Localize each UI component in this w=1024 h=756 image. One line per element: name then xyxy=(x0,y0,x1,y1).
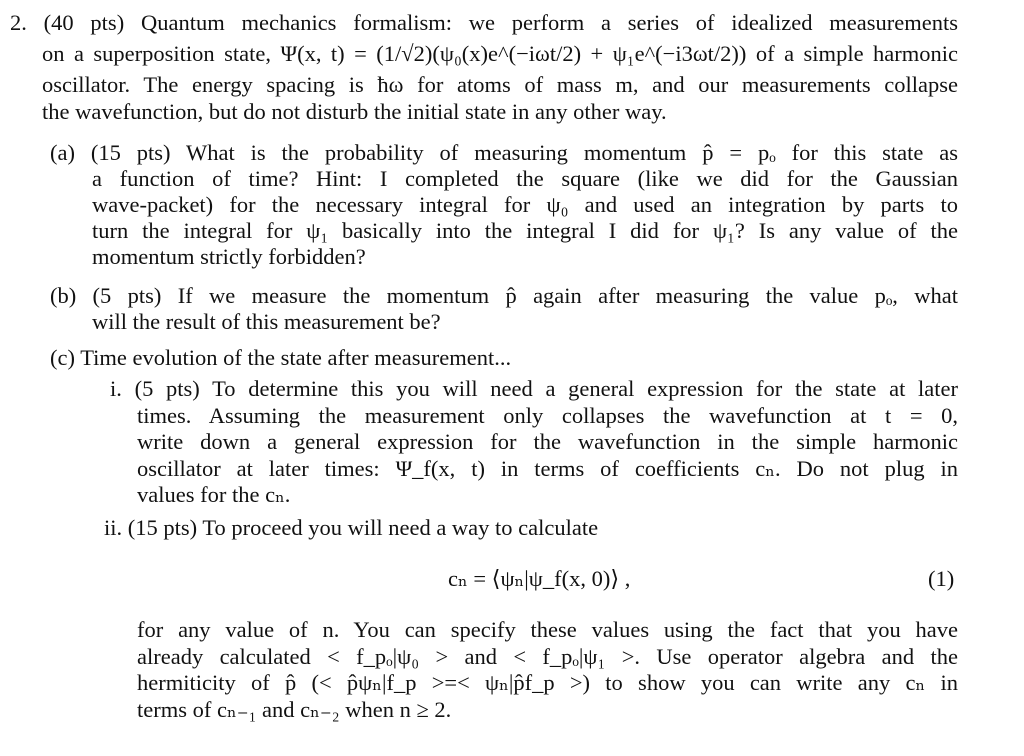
part-b-line-2: will the result of this measurement be? xyxy=(92,309,441,334)
sub-ii-line-1: ii. (15 pts) To proceed you will need a way to calculate xyxy=(104,515,599,540)
sub-ii-after-line-2: already calculated < f_pₒ|ψ₀ > and < f_pₒ|ψ₁ >. Use operator algebra and the xyxy=(137,644,958,669)
part-a-line-2: a function of time? Hint: I completed the square (like we did for the Gaussian xyxy=(92,166,958,191)
sub-i-line-5: values for the cₙ. xyxy=(137,482,291,507)
problem-line-1: 2. (40 pts) Quantum mechanics formalism: we perform a series of idealized measurements xyxy=(10,10,958,35)
problem-line-2: on a superposition state, Ψ(x, t) = (1/√2)(ψ₀(x)e^(−iωt/2) + ψ₁e^(−i3ωt/2)) of a simple harmonic xyxy=(42,41,958,66)
problem-line-4: the wavefunction, but do not disturb the initial state in any other way. xyxy=(42,99,667,124)
equation-1: cₙ = ⟨ψₙ|ψ_f(x, 0)⟩ , xyxy=(448,566,631,591)
sub-ii-after-line-3: hermiticity of p̂ (< p̂ψₙ|f_p >=< ψₙ|p̂f_p >) to show you can write any cₙ in xyxy=(137,670,958,695)
part-a-line-3: wave-packet) for the necessary integral for ψ₀ and used an integration by parts to xyxy=(92,192,958,217)
sub-ii-after-line-1: for any value of n. You can specify these values using the fact that you have xyxy=(137,617,958,642)
sub-ii-after-line-4: terms of cₙ₋₁ and cₙ₋₂ when n ≥ 2. xyxy=(137,697,452,722)
part-b-line-1: (b) (5 pts) If we measure the momentum p̂ again after measuring the value pₒ, what xyxy=(50,283,958,308)
sub-i-line-2: times. Assuming the measurement only collapses the wavefunction at t = 0, xyxy=(137,403,958,428)
equation-number: (1) xyxy=(928,566,955,591)
sub-i-line-3: write down a general expression for the wavefunction in the simple harmonic xyxy=(137,429,958,454)
sub-i-line-1: i. (5 pts) To determine this you will need a general expression for the state at later xyxy=(110,376,958,401)
part-a-line-1: (a) (15 pts) What is the probability of measuring momentum p̂ = pₒ for this state as xyxy=(50,140,958,165)
part-c-line-1: (c) Time evolution of the state after measurement... xyxy=(50,345,512,370)
problem-line-3: oscillator. The energy spacing is ħω for atoms of mass m, and our measurements collapse xyxy=(42,72,958,97)
sub-i-line-4: oscillator at later times: Ψ_f(x, t) in terms of coefficients cₙ. Do not plug in xyxy=(137,456,958,481)
part-a-line-5: momentum strictly forbidden? xyxy=(92,244,366,269)
part-a-line-4: turn the integral for ψ₁ basically into the integral I did for ψ₁? Is any value of the xyxy=(92,218,958,243)
